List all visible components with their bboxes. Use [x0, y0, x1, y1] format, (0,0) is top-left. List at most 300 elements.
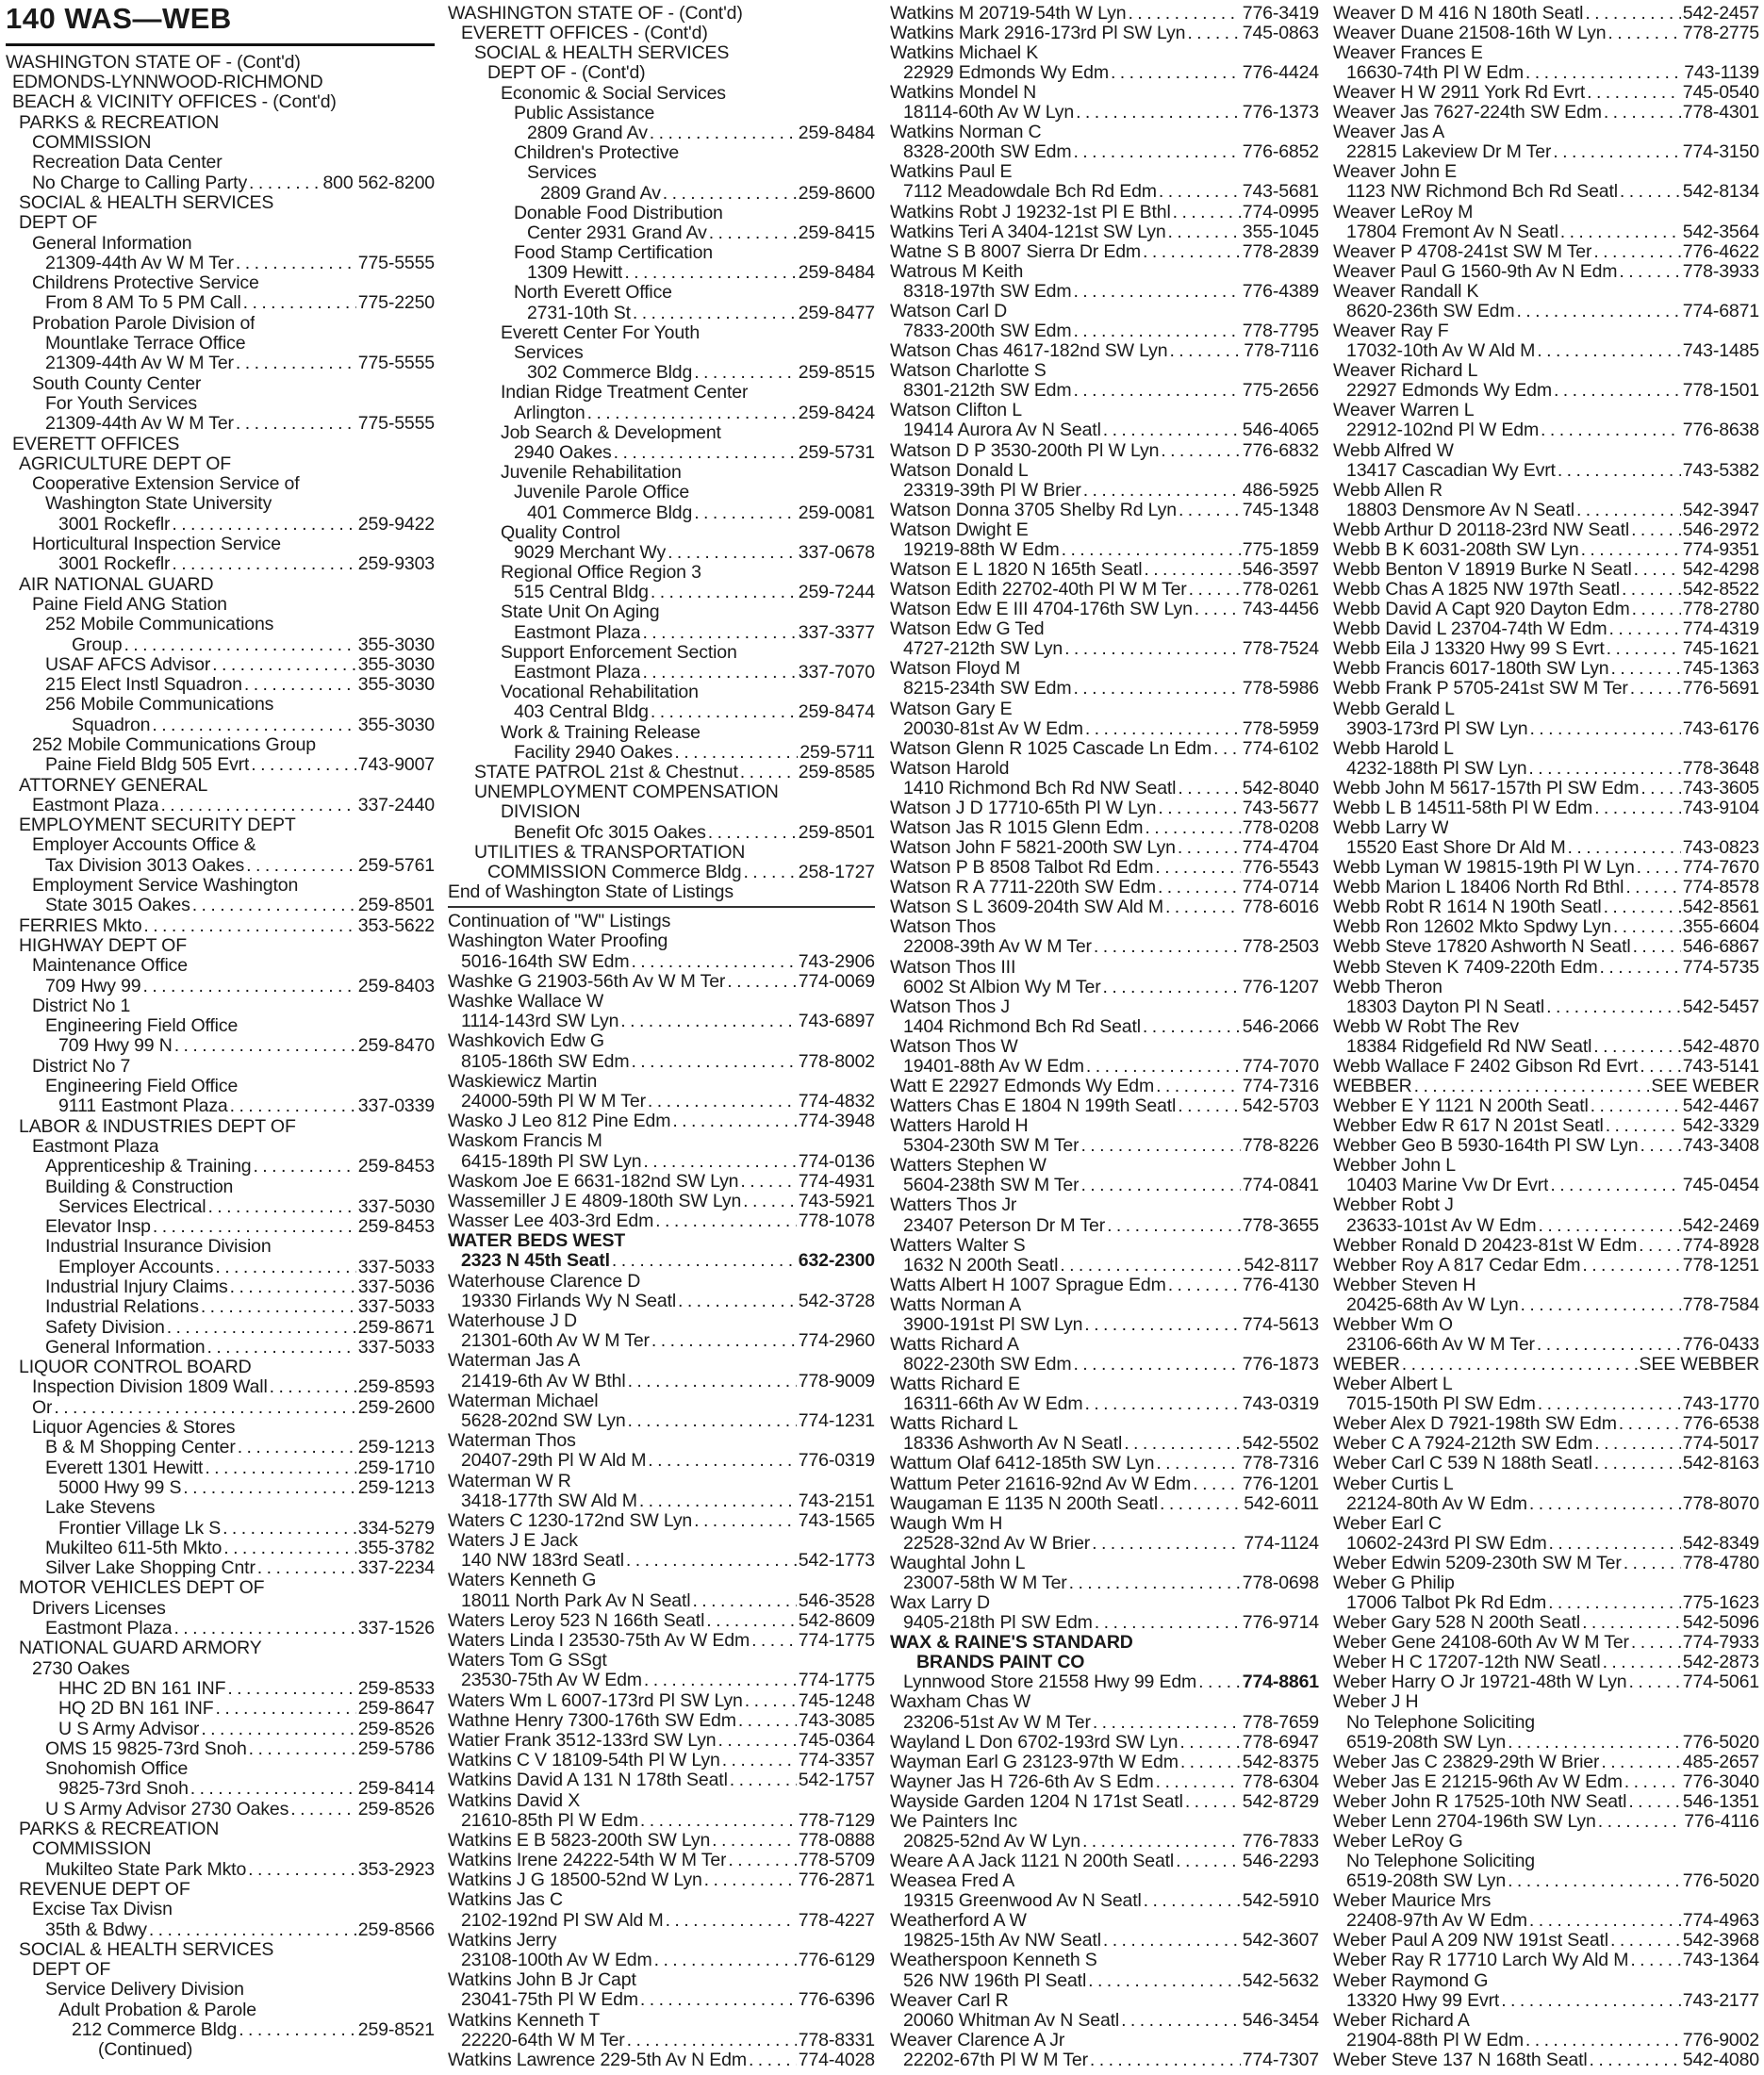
- phone-number: 337-5033: [357, 1257, 435, 1277]
- listing-entry: [890, 103, 1319, 123]
- dot-leader: [648, 1093, 797, 1112]
- dot-leader: [651, 584, 797, 602]
- listing-text: DEPT OF: [19, 214, 98, 233]
- listing-text: 8328-200th SW Edm: [903, 143, 1072, 162]
- listing-entry: [890, 341, 1319, 361]
- listing-entry: [1333, 1772, 1759, 1792]
- phone-number: 355-1045: [1242, 222, 1319, 242]
- listing-text: Watson Edw G Ted: [890, 620, 1045, 639]
- phone-number: 774-4319: [1682, 619, 1759, 640]
- dot-leader: [642, 624, 796, 643]
- phone-number: 259-5711: [800, 742, 875, 763]
- phone-number: 542-4298: [1682, 560, 1759, 580]
- listing-text: 23041-75th Pl W Edm: [461, 1991, 638, 2010]
- dot-leader: [1529, 1912, 1681, 1931]
- listing-text: Webb Steve 17820 Ashworth N Seatl: [1333, 938, 1631, 957]
- phone-number: 778-1501: [1682, 381, 1759, 402]
- listing-heading: [1333, 203, 1759, 222]
- phone-number: 743-3605: [1682, 779, 1759, 799]
- listing-text: Waters Wm L 6007-173rd Pl SW Lyn: [448, 1691, 743, 1711]
- listing-text: 20425-68th Av W Lyn: [1346, 1295, 1519, 1315]
- phone-number: 259-9303: [357, 554, 435, 575]
- listing-entry: [1333, 759, 1759, 779]
- listing-heading: [6, 1117, 435, 1137]
- dot-leader: [1624, 1773, 1681, 1792]
- dot-leader: [663, 185, 797, 204]
- listing-text: EDMONDS-LYNNWOOD-RICHMOND: [12, 74, 323, 92]
- listing-heading: [6, 1137, 435, 1157]
- phone-number: 745-1248: [798, 1690, 875, 1711]
- listing-text: Employer Accounts: [58, 1258, 214, 1277]
- phone-number: 778-7524: [1242, 639, 1319, 660]
- listing-heading: [890, 1037, 1319, 1057]
- listing-text: UTILITIES & TRANSPORTATION: [474, 843, 746, 863]
- dot-leader: [239, 2021, 356, 2040]
- listing-text: 8301-212th SW Edm: [903, 382, 1072, 401]
- listing-entry: [1333, 242, 1759, 262]
- listing-text: 1309 Hewitt: [527, 264, 623, 283]
- listing-entry: [1333, 858, 1759, 878]
- dot-leader: [650, 124, 797, 143]
- dot-leader: [1198, 1673, 1241, 1692]
- phone-number: 774-4028: [798, 2050, 875, 2070]
- listing-text: Weber H C 17207-12th NW Seatl: [1333, 1654, 1601, 1672]
- listing-entry: [1333, 660, 1759, 680]
- listing-text: Waters C 1230-172nd SW Lyn: [448, 1511, 693, 1531]
- listing-heading: [890, 1693, 1319, 1713]
- listing-entry: [1333, 1116, 1759, 1136]
- listing-heading: [448, 4, 875, 24]
- phone-number: 353-2923: [357, 1859, 435, 1880]
- listing-heading: [448, 932, 875, 952]
- listing-heading: [448, 104, 875, 124]
- listing-text: Regional Office Region 3: [501, 564, 701, 583]
- listing-heading: [6, 394, 435, 414]
- dot-leader: [223, 1520, 356, 1539]
- listing-text: Watkins Jerry: [448, 1931, 557, 1951]
- listing-text: Weaver H W 2911 York Rd Evrt: [1333, 84, 1586, 103]
- listing-heading: [6, 314, 435, 334]
- listing-entry: [890, 580, 1319, 600]
- listing-entry: [448, 403, 875, 423]
- listing-text: Watts Albert H 1007 Sprague Edm: [890, 1276, 1166, 1295]
- listing-text: South County Center: [32, 374, 202, 394]
- dot-leader: [1541, 421, 1681, 440]
- phone-number: 776-4130: [1242, 1276, 1319, 1295]
- listing-entry: [448, 1511, 875, 1531]
- listing-text: Webb Larry W: [1333, 818, 1449, 838]
- listing-heading: [448, 423, 875, 443]
- listing-entry: [890, 640, 1319, 660]
- listing-text: Watson Edw E III 4704-176th SW Lyn: [890, 601, 1193, 619]
- listing-entry: [1333, 1335, 1759, 1355]
- listing-entry: [448, 863, 875, 882]
- listing-heading: [6, 1759, 435, 1779]
- listing-text: Watts Richard L: [890, 1415, 1018, 1434]
- listing-entry: [6, 755, 435, 775]
- listing-text: Weber Jas E 21215-96th Av W Edm: [1333, 1772, 1623, 1792]
- dot-leader: [1611, 660, 1681, 679]
- listing-text: Watson E L 1820 N 165th Seatl: [890, 560, 1143, 580]
- listing-text: 20407-29th Pl W Ald M: [461, 1452, 647, 1471]
- listing-text: Washington State University: [45, 495, 272, 514]
- phone-number: 542-5502: [1242, 1434, 1319, 1455]
- dot-leader: [1155, 859, 1240, 878]
- dot-leader: [1550, 1177, 1680, 1195]
- dot-leader: [1537, 1336, 1681, 1355]
- listing-text: Weber Gene 24108-60th Av W M Ter: [1333, 1634, 1629, 1653]
- phone-number: 776-4622: [1682, 241, 1759, 262]
- dot-leader: [1631, 1634, 1681, 1653]
- listing-text: Weatherspoon Kenneth S: [890, 1951, 1097, 1970]
- listing-entry: [1333, 1593, 1759, 1613]
- dot-leader: [1213, 740, 1241, 759]
- phone-number: 778-7116: [1244, 341, 1319, 362]
- dot-leader: [642, 664, 796, 683]
- listing-text: Or: [32, 1398, 53, 1418]
- listing-heading: [448, 563, 875, 583]
- listing-text: Watkins Michael K: [890, 43, 1039, 63]
- listing-entry: [6, 1860, 435, 1880]
- listing-entry: [1333, 838, 1759, 858]
- listing-entry: [448, 1911, 875, 1931]
- dot-leader: [749, 2051, 797, 2070]
- phone-number: 778-2503: [1242, 937, 1319, 958]
- phone-number: 774-1124: [1244, 1534, 1319, 1554]
- phone-number: 337-2440: [357, 795, 435, 815]
- listing-entry: [448, 1870, 875, 1890]
- listing-text: 18803 Densmore Av N Seatl: [1346, 501, 1574, 520]
- dot-leader: [1402, 1356, 1638, 1375]
- listing-text: 6519-208th SW Lyn: [1346, 1733, 1507, 1753]
- listing-entry: [1333, 1037, 1759, 1057]
- dot-leader: [251, 756, 355, 775]
- dot-leader: [1143, 1018, 1241, 1037]
- phone-number: 776-1873: [1242, 1355, 1319, 1375]
- listing-text: 4727-212th SW Lyn: [903, 640, 1063, 659]
- dot-leader: [1629, 1673, 1681, 1692]
- listing-text: Weber John R 17525-10th NW Seatl: [1333, 1792, 1627, 1812]
- dot-leader: [1630, 680, 1681, 699]
- phone-number: 355-6604: [1682, 917, 1759, 938]
- phone-number: 776-1201: [1242, 1474, 1319, 1494]
- dot-leader: [1161, 442, 1241, 461]
- listing-entry: [448, 1591, 875, 1611]
- dot-leader: [1094, 938, 1241, 957]
- dot-leader: [1178, 780, 1240, 799]
- dot-leader: [1124, 1435, 1241, 1454]
- listing-entry: [1333, 4, 1759, 24]
- listing-heading: [6, 1900, 435, 1919]
- listing-heading: [6, 2040, 435, 2060]
- dot-leader: [253, 1158, 355, 1177]
- listing-text: EVERETT OFFICES - (Cont'd): [461, 25, 708, 43]
- listing-text: 20030-81st Av W Edm: [903, 719, 1083, 739]
- listing-heading: [890, 461, 1319, 481]
- dot-leader: [1076, 104, 1241, 123]
- dot-leader: [1610, 1932, 1681, 1951]
- listing-entry: [448, 1331, 875, 1351]
- listing-entry: [448, 1631, 875, 1651]
- listing-entry: [6, 354, 435, 373]
- listing-entry: [6, 1258, 435, 1277]
- dot-leader: [1168, 223, 1241, 242]
- listing-entry: [448, 1372, 875, 1392]
- phone-number: 337-3377: [798, 622, 875, 643]
- listing-entry: [6, 1277, 435, 1297]
- listing-heading: [448, 1311, 875, 1331]
- listing-entry: [890, 24, 1319, 43]
- listing-text: Engineering Field Office: [45, 1017, 239, 1036]
- phone-number: 485-2657: [1682, 1752, 1759, 1772]
- listing-text: 252 Mobile Communications: [45, 616, 274, 634]
- phone-number: 778-3648: [1682, 758, 1759, 779]
- phone-number: 745-1348: [1242, 500, 1319, 520]
- listing-heading: [6, 133, 435, 153]
- listing-text: Watkins John B Jr Capt: [448, 1971, 636, 1990]
- listing-text: Industrial Insurance Division: [45, 1238, 272, 1257]
- listing-heading: [890, 997, 1319, 1017]
- phone-number: 355-3030: [357, 654, 435, 675]
- phone-number: 542-3329: [1682, 1116, 1759, 1137]
- listing-text: 22008-39th Av W M Ter: [903, 938, 1092, 957]
- phone-number: 542-8134: [1682, 182, 1759, 203]
- dot-leader: [1084, 1316, 1240, 1335]
- listing-text: Watson Thos III: [890, 958, 1016, 978]
- phone-number: 259-8533: [357, 1679, 435, 1699]
- phone-number: 778-6947: [1242, 1732, 1319, 1753]
- listing-text: State Unit On Aging: [501, 603, 660, 622]
- listing-entry: [1333, 1554, 1759, 1573]
- listing-entry: [1333, 1177, 1759, 1196]
- listing-heading: [6, 1418, 435, 1438]
- phone-number: 546-2066: [1242, 1016, 1319, 1037]
- dot-leader: [1582, 1614, 1681, 1633]
- dot-leader: [1173, 204, 1241, 222]
- phone-number: SEE WEBBER: [1639, 1355, 1759, 1375]
- listing-text: Webber Wm O: [1333, 1315, 1453, 1335]
- listing-entry: [890, 1077, 1319, 1096]
- phone-number: 774-2960: [798, 1331, 875, 1352]
- listing-text: 19219-88th W Edm: [903, 540, 1060, 560]
- listing-heading: [6, 193, 435, 213]
- dot-leader: [1060, 1257, 1242, 1276]
- listing-entry: [1333, 1812, 1759, 1832]
- listing-text: Webber Robt J: [1333, 1196, 1454, 1215]
- listing-text: Weaver Frances E: [1333, 43, 1483, 63]
- listing-heading: [6, 2001, 435, 2020]
- dot-leader: [668, 544, 797, 563]
- listing-entry: [890, 799, 1319, 818]
- dot-leader: [223, 1540, 356, 1558]
- dot-leader: [215, 1700, 355, 1719]
- phone-number: 337-5030: [357, 1196, 435, 1217]
- listing-entry: [890, 203, 1319, 222]
- phone-number: 259-8484: [798, 263, 875, 284]
- listing-entry: [1333, 878, 1759, 898]
- listing-text: WEBBER: [1333, 1078, 1412, 1096]
- listing-heading: [448, 284, 875, 304]
- listing-heading: [448, 992, 875, 1012]
- dot-leader: [212, 656, 356, 675]
- listing-entry: [890, 1932, 1319, 1951]
- phone-number: 259-8414: [357, 1779, 435, 1800]
- listing-text: Waters Tom G SSgt: [448, 1652, 607, 1671]
- listing-heading: [890, 1912, 1319, 1932]
- phone-number: 745-0364: [798, 1731, 875, 1751]
- listing-text: 21309-44th Av W M Ter: [45, 354, 234, 373]
- phone-number: 259-8526: [357, 1799, 435, 1820]
- listing-heading: [890, 958, 1319, 978]
- phone-number: 778-2780: [1682, 600, 1759, 620]
- listing-text: WASHINGTON STATE OF - (Cont'd): [448, 4, 743, 24]
- listing-heading: [6, 575, 435, 595]
- listing-heading: [1333, 1017, 1759, 1037]
- listing-heading: [1333, 361, 1759, 381]
- listing-text: Weber Earl C: [1333, 1514, 1442, 1534]
- phone-number: 774-0136: [798, 1151, 875, 1172]
- listing-entry: [448, 1452, 875, 1472]
- phone-number: 542-2873: [1682, 1653, 1759, 1673]
- dot-leader: [270, 1378, 356, 1397]
- listing-text: Wasser Lee 403-3rd Edm: [448, 1212, 654, 1231]
- phone-number: 774-1231: [798, 1411, 875, 1431]
- phone-number: 774-3150: [1682, 142, 1759, 163]
- listing-heading: [6, 696, 435, 716]
- listing-text: Watts Richard A: [890, 1336, 1019, 1355]
- phone-number: 745-0454: [1682, 1176, 1759, 1196]
- listing-text: 22912-102nd Pl W Edm: [1346, 421, 1540, 440]
- listing-text: Industrial Relations: [45, 1298, 199, 1317]
- listing-text: Watts Richard E: [890, 1375, 1020, 1394]
- listing-text: 10403 Marine Vw Dr Evrt: [1346, 1177, 1549, 1195]
- listing-heading: [6, 1839, 435, 1859]
- listing-text: Eastmont Plaza: [32, 1137, 159, 1157]
- phone-number: 776-9714: [1242, 1613, 1319, 1634]
- phone-number: 774-7316: [1242, 1077, 1319, 1096]
- listing-heading: [890, 1157, 1319, 1177]
- listing-heading: [890, 361, 1319, 381]
- listing-heading: [6, 454, 435, 474]
- dot-leader: [1103, 421, 1241, 440]
- dot-leader: [249, 174, 321, 193]
- phone-number: 337-0678: [798, 543, 875, 563]
- listing-text: Weber Curtis L: [1333, 1474, 1454, 1494]
- listing-text: Watson Thos J: [890, 997, 1011, 1017]
- listing-entry: [890, 1494, 1319, 1514]
- listing-text: Waterman Michael: [448, 1392, 599, 1411]
- listing-heading: [1333, 818, 1759, 838]
- phone-number: 546-2972: [1682, 520, 1759, 540]
- phone-number: 776-5543: [1242, 858, 1319, 879]
- listing-entry: [1333, 1295, 1759, 1315]
- listing-entry: [1333, 1435, 1759, 1455]
- listing-entry: [1333, 83, 1759, 103]
- listing-text: Watters Thos Jr: [890, 1196, 1017, 1215]
- listing-text: 24000-59th Pl W M Ter: [461, 1092, 646, 1112]
- phone-number: 778-4780: [1682, 1554, 1759, 1573]
- phone-number: 778-2775: [1682, 24, 1759, 43]
- listing-text: 21309-44th Av W M Ter: [45, 254, 234, 273]
- listing-entry: [890, 222, 1319, 242]
- listing-text: Wathne Henry 7300-176th SW Edm: [448, 1711, 736, 1731]
- listing-heading: [890, 2031, 1319, 2050]
- dot-leader: [1537, 342, 1681, 361]
- dot-leader: [678, 1293, 797, 1311]
- listing-entry: [890, 739, 1319, 759]
- listing-text: Employment Service Washington: [32, 877, 299, 896]
- phone-number: 259-7244: [798, 583, 875, 603]
- listing-entry: [448, 1152, 875, 1172]
- listing-text: 23530-75th Av W Edm: [461, 1672, 642, 1690]
- listing-text: Tax Division 3013 Oakes: [45, 856, 245, 876]
- dot-leader: [1640, 1137, 1680, 1156]
- listing-text: Watts Norman A: [890, 1295, 1022, 1315]
- dot-leader: [1158, 799, 1240, 818]
- listing-text: PARKS & RECREATION: [19, 113, 220, 133]
- listing-heading: [448, 143, 875, 163]
- listing-entry: [890, 4, 1319, 24]
- listing-text: Vocational Rehabilitation: [501, 683, 699, 702]
- listing-text: Eastmont Plaza: [514, 623, 641, 643]
- dot-leader: [1062, 541, 1241, 560]
- listing-text: 709 Hwy 99 N: [58, 1037, 173, 1056]
- listing-text: Weber Harry O Jr 19721-48th W Lyn: [1333, 1673, 1627, 1692]
- listing-heading: [1333, 1891, 1759, 1911]
- dot-leader: [1516, 303, 1680, 321]
- phone-number: 776-9002: [1682, 2030, 1759, 2050]
- listing-entry: [890, 1534, 1319, 1554]
- listing-heading: [6, 1057, 435, 1077]
- phone-number: 774-7670: [1682, 858, 1759, 879]
- dot-leader: [1628, 1793, 1680, 1812]
- dot-leader: [167, 1319, 356, 1338]
- listing-entry: [890, 143, 1319, 163]
- listing-entry: [1333, 341, 1759, 361]
- listing-text: Waters J E Jack: [448, 1532, 578, 1551]
- listing-text: Work & Training Release: [501, 723, 701, 743]
- listing-text: No Charge to Calling Party: [32, 173, 248, 193]
- phone-number: 775-1623: [1682, 1593, 1759, 1614]
- listing-entry: [6, 1378, 435, 1398]
- listing-text: Weaver Clarence A Jr: [890, 2031, 1065, 2050]
- phone-number: 542-3607: [1242, 1931, 1319, 1951]
- dot-leader: [655, 1212, 797, 1231]
- dot-leader: [1165, 898, 1241, 917]
- dot-leader: [1606, 1117, 1681, 1136]
- listing-entry: [1333, 461, 1759, 481]
- phone-number: 334-5279: [357, 1518, 435, 1539]
- dot-leader: [236, 354, 356, 373]
- phone-number: 774-4704: [1242, 838, 1319, 859]
- listing-heading: [890, 660, 1319, 680]
- phone-number: 776-4424: [1242, 63, 1319, 84]
- listing-text: 18114-60th Av W Lyn: [903, 104, 1075, 123]
- listing-text: Services: [514, 344, 584, 363]
- listing-entry: [890, 818, 1319, 838]
- phone-number: 542-8163: [1682, 1454, 1759, 1474]
- dot-leader: [1178, 1097, 1241, 1116]
- phone-number: 542-8561: [1682, 898, 1759, 918]
- listing-text: Webb Harold L: [1333, 739, 1454, 759]
- dot-leader: [1607, 640, 1681, 659]
- phone-number: 776-6538: [1682, 1414, 1759, 1435]
- dot-leader: [1093, 1714, 1241, 1733]
- listing-text: WEBER: [1333, 1356, 1400, 1375]
- listing-text: Industrial Injury Claims: [45, 1278, 228, 1297]
- listing-text: Everett 1301 Hewitt: [45, 1458, 204, 1478]
- listing-text: State 3015 Oakes: [45, 897, 190, 915]
